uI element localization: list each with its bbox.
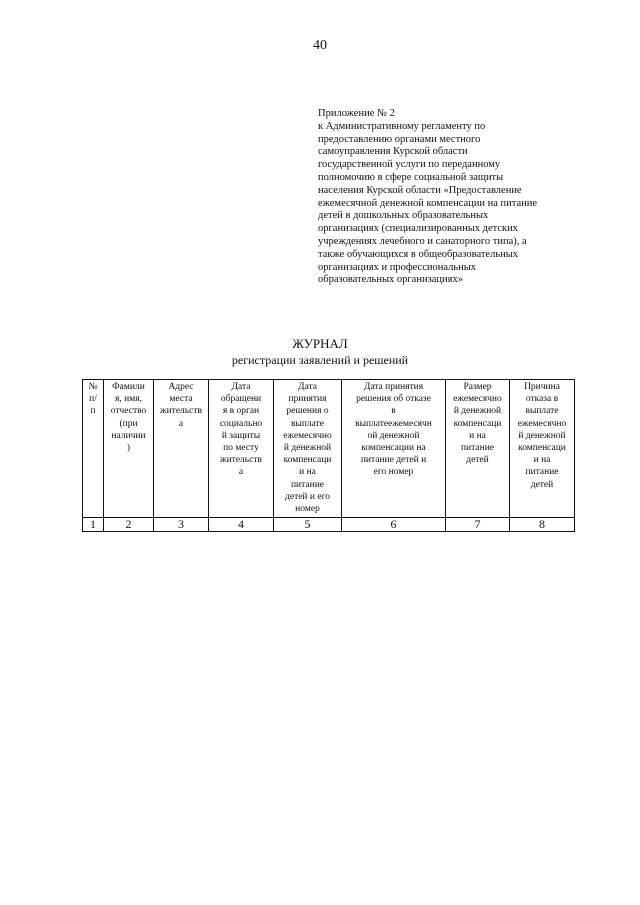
column-number-cell: 8 xyxy=(510,518,575,532)
header-line: по месту xyxy=(223,443,259,454)
header-line: ) xyxy=(126,443,131,454)
header-line: выплате xyxy=(525,406,559,417)
header-line: Фамили xyxy=(112,382,145,392)
header-line: выплате xyxy=(290,418,325,429)
header-line: й денежной xyxy=(453,406,502,417)
header-line: выплатеежемесячн xyxy=(355,418,432,429)
col-header-refusal-reason xyxy=(510,380,575,518)
header-line: й денежной xyxy=(283,443,332,454)
journal-table xyxy=(82,379,575,532)
header-line: Причина xyxy=(524,382,560,392)
col-header-application-date xyxy=(209,380,274,518)
page-number: 40 xyxy=(313,38,327,53)
col-header-number xyxy=(83,380,104,518)
header-line: питание детей и xyxy=(360,455,427,466)
journal-subtitle: регистрации заявлений и решений xyxy=(231,353,409,367)
header-line: отчество xyxy=(110,406,147,417)
header-line: наличии xyxy=(111,430,146,441)
appendix-line: к Административному регламенту по xyxy=(318,120,486,132)
header-line: компенсации на xyxy=(361,443,426,454)
header-line: компенсаци xyxy=(518,443,566,454)
header-line: социально xyxy=(219,418,263,429)
header-line: ежемесячно xyxy=(453,394,502,405)
header-line: я, имя, xyxy=(115,394,142,405)
appendix-line: детей в дошкольных образовательных xyxy=(318,210,489,222)
col-header-refusal-decision xyxy=(342,380,446,518)
column-number-cell: 6 xyxy=(342,518,446,532)
header-line: питание xyxy=(460,443,495,454)
appendix-line: учреждениях лечебного и санаторного типа), а xyxy=(318,235,527,247)
appendix-line: образовательных организациях» xyxy=(318,274,463,286)
header-row xyxy=(83,380,575,518)
appendix-line: предоставлению органами местного xyxy=(318,133,481,145)
header-line: детей xyxy=(530,479,554,490)
header-line: жительств xyxy=(160,406,202,417)
header-line: жительств xyxy=(220,455,262,466)
appendix-block xyxy=(318,108,588,287)
column-number-cell: 3 xyxy=(154,518,209,532)
column-number-cell: 2 xyxy=(104,518,154,532)
header-line: решения о xyxy=(286,406,329,417)
appendix-line: также обучающихся в общеобразовательных xyxy=(318,248,519,260)
header-line: ежемесячно xyxy=(517,418,567,429)
header-line: Адрес xyxy=(168,382,194,392)
appendix-line: ежемесячной денежной компенсации на питание xyxy=(318,197,538,209)
header-line: а xyxy=(238,467,244,478)
header-line: й денежной xyxy=(518,430,566,441)
header-line: и на xyxy=(533,455,551,466)
header-line: детей и его xyxy=(285,491,330,502)
header-line: отказа в xyxy=(525,394,559,405)
header-line: номер xyxy=(295,504,320,515)
col-header-address xyxy=(154,380,209,518)
header-line: его номер xyxy=(373,467,414,478)
column-number-cell: 4 xyxy=(209,518,274,532)
col-header-approval-decision xyxy=(274,380,342,518)
header-line: Дата xyxy=(231,382,251,392)
journal-title: ЖУРНАЛ xyxy=(292,336,348,351)
header-line: Дата xyxy=(298,382,317,392)
header-line: ежемесячно xyxy=(283,430,332,441)
header-line: (при xyxy=(119,418,138,429)
appendix-line: полномочию в сфере социальной защиты xyxy=(318,171,504,183)
header-line: я в орган xyxy=(222,406,260,417)
header-line: решения об отказе xyxy=(356,394,431,405)
column-number-cell: 1 xyxy=(83,518,104,532)
col-header-full-name xyxy=(104,380,154,518)
appendix-line: Приложение № 2 xyxy=(318,108,395,119)
header-line: Размер xyxy=(463,382,492,392)
column-number-cell: 5 xyxy=(274,518,342,532)
col-header-compensation-amount xyxy=(446,380,510,518)
header-line: а xyxy=(178,418,184,429)
appendix-line: самоуправления Курской области xyxy=(318,146,468,158)
appendix-line: государственной услуги по переданному xyxy=(318,159,501,171)
header-line: питание xyxy=(290,479,325,490)
header-line: п xyxy=(90,406,96,417)
header-line: ой денежной xyxy=(367,430,420,441)
header-line: и на xyxy=(299,467,316,478)
appendix-line: населения Курской области «Предоставление xyxy=(318,184,522,196)
header-line: й защиты xyxy=(221,430,261,441)
appendix-line: организациях (специализированных детских xyxy=(318,223,519,235)
header-line: Дата принятия xyxy=(363,382,424,392)
column-number-cell: 7 xyxy=(446,518,510,532)
header-line: № xyxy=(88,382,98,392)
header-line: детей xyxy=(466,455,489,466)
header-line: места xyxy=(169,394,193,405)
header-line: в xyxy=(391,406,396,417)
header-line: обращени xyxy=(220,394,262,405)
header-line: п/ xyxy=(89,394,97,405)
appendix-line: организациях и профессиональных xyxy=(318,261,477,273)
header-line: принятия xyxy=(288,394,327,405)
column-number-row xyxy=(83,518,575,532)
header-line: и на xyxy=(469,430,486,441)
header-line: питание xyxy=(525,467,559,478)
header-line: компенсаци xyxy=(453,418,502,429)
header-line: компенсаци xyxy=(283,455,332,466)
